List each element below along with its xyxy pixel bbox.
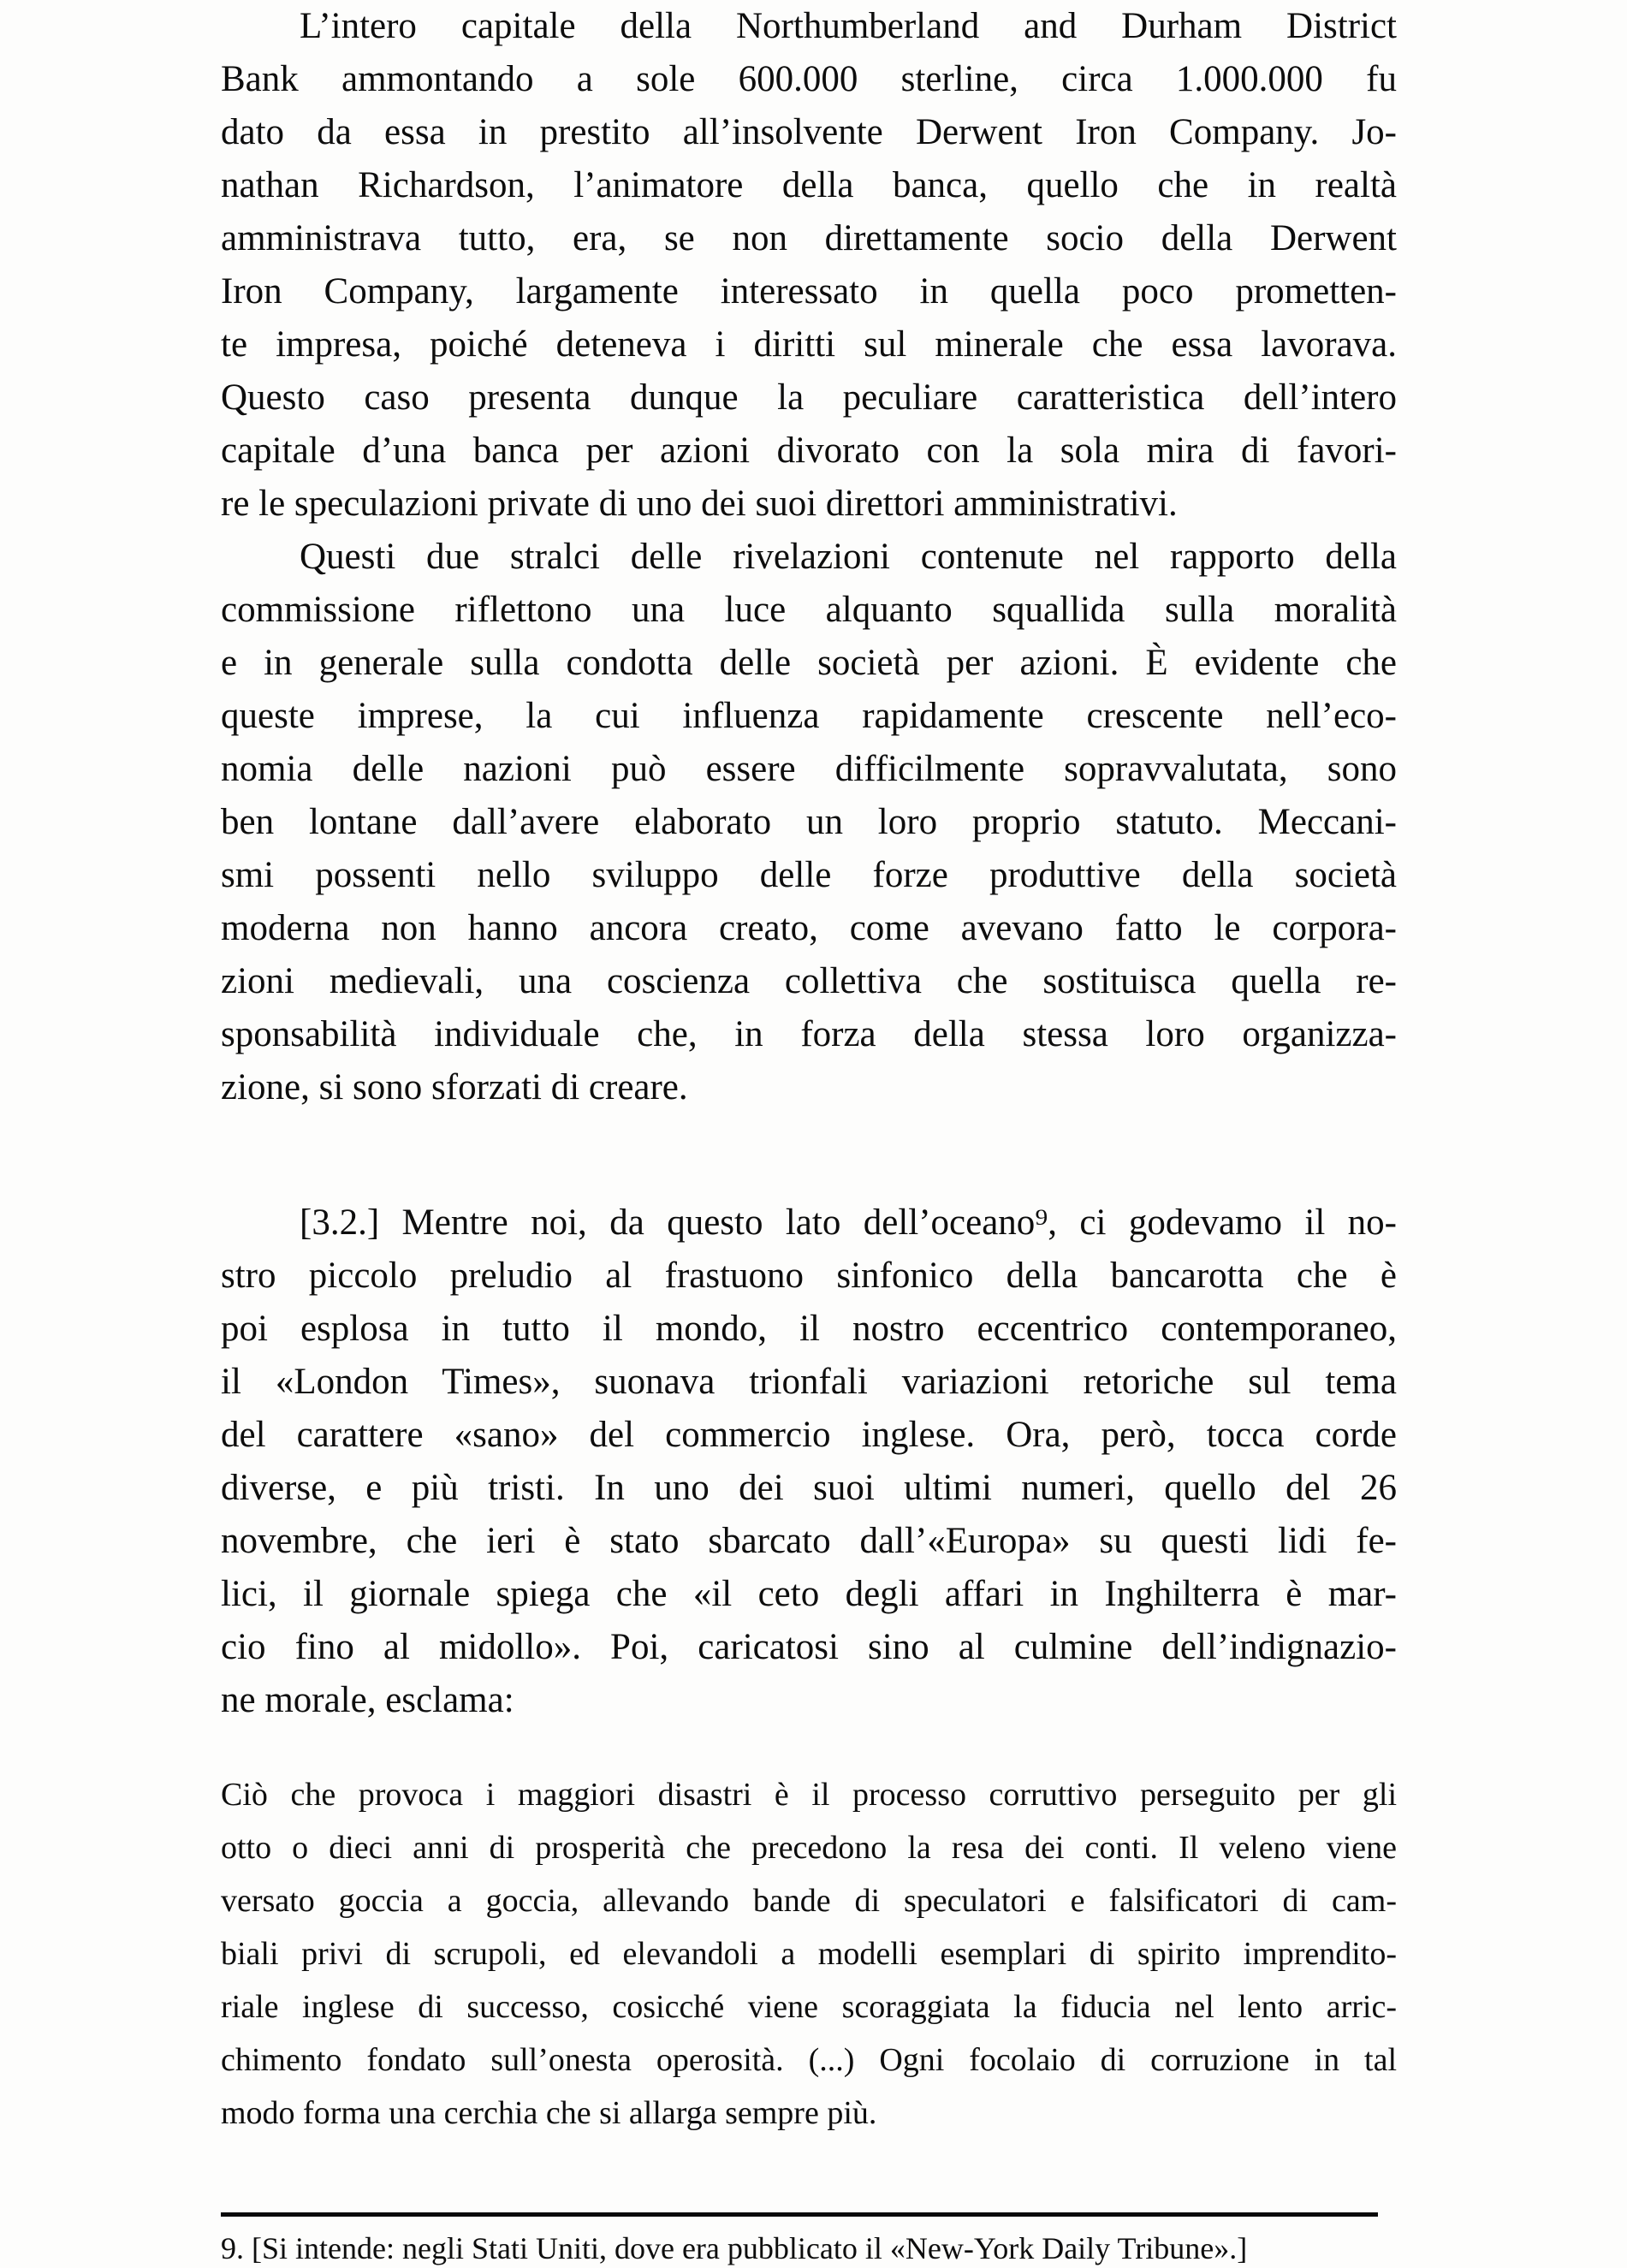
text-line: te impresa, poiché deteneva i diritti sul minerale che essa lavorava. bbox=[221, 324, 1397, 365]
text-line: amministrava tutto, era, se non direttamente socio della Derwent bbox=[221, 218, 1397, 258]
text-line: cio fino al midollo». Poi, caricatosi sino al culmine dell’indignazio- bbox=[221, 1627, 1397, 1667]
text-line: nathan Richardson, l’animatore della banca, quello che in realtà bbox=[221, 165, 1397, 205]
text-block bbox=[221, 0, 1397, 2140]
paragraph-para-bank bbox=[221, 0, 1397, 531]
text-line: chimento fondato sull’onesta operosità. (...) Ogni focolaio di corruzione in tal bbox=[221, 2042, 1397, 2078]
text-line: moderna non hanno ancora creato, come avevano fatto le corpora- bbox=[221, 908, 1397, 948]
text-line: novembre, che ieri è stato sbarcato dall’«Europa» su questi lidi fe- bbox=[221, 1521, 1397, 1561]
text-line: modo forma una cerchia che si allarga sempre più. bbox=[221, 2095, 877, 2131]
footnote: 9. [Si intende: negli Stati Uniti, dove era pubblicato il «New-York Daily Tribune».] bbox=[221, 2231, 1248, 2265]
paragraph-block-quote bbox=[221, 1768, 1397, 2140]
text-line: commissione riflettono una luce alquanto squallida sulla moralità bbox=[221, 590, 1397, 630]
text-line: versato goccia a goccia, allevando bande di speculatori e falsificatori di cam- bbox=[221, 1883, 1397, 1919]
text-line: ne morale, esclama: bbox=[221, 1680, 514, 1720]
text-line: otto o dieci anni di prosperità che precedono la resa dei conti. Il veleno viene bbox=[221, 1830, 1397, 1866]
text-line: re le speculazioni private di uno dei suoi direttori amministrativi. bbox=[221, 484, 1178, 524]
text-line: poi esplosa in tutto il mondo, il nostro eccentrico contemporaneo, bbox=[221, 1309, 1397, 1349]
text-line: Bank ammontando a sole 600.000 sterline, circa 1.000.000 fu bbox=[221, 59, 1397, 99]
footnote-rule bbox=[221, 2212, 1378, 2217]
text-line: Iron Company, largamente interessato in quella poco prometten- bbox=[221, 271, 1397, 312]
text-line: ben lontane dall’avere elaborato un loro proprio statuto. Meccani- bbox=[221, 802, 1397, 842]
text-line: stro piccolo preludio al frastuono sinfonico della bancarotta che è bbox=[221, 1256, 1397, 1296]
text-line: zioni medievali, una coscienza collettiva che sostituisca quella re- bbox=[221, 961, 1397, 1001]
text-line: Questo caso presenta dunque la peculiare caratteristica dell’intero bbox=[221, 377, 1397, 418]
text-line: Ciò che provoca i maggiori disastri è il processo corruttivo perseguito per gli bbox=[221, 1777, 1397, 1813]
text-line: Questi due stralci delle rivelazioni contenute nel rapporto della bbox=[300, 537, 1397, 577]
text-line: smi possenti nello sviluppo delle forze produttive della società bbox=[221, 855, 1397, 895]
paragraph-para-commissione bbox=[221, 531, 1397, 1114]
text-line: zione, si sono sforzati di creare. bbox=[221, 1067, 688, 1107]
text-line: queste imprese, la cui influenza rapidamente crescente nell’eco- bbox=[221, 696, 1397, 736]
text-line: del carattere «sano» del commercio inglese. Ora, però, tocca corde bbox=[221, 1415, 1397, 1455]
text-line: capitale d’una banca per azioni divorato con la sola mira di favori- bbox=[221, 430, 1397, 471]
text-line: dato da essa in prestito all’insolvente Derwent Iron Company. Jo- bbox=[221, 112, 1397, 152]
text-line: il «London Times», suonava trionfali variazioni retoriche sul tema bbox=[221, 1362, 1397, 1402]
text-line: lici, il giornale spiega che «il ceto degli affari in Inghilterra è mar- bbox=[221, 1574, 1397, 1614]
text-line: riale inglese di successo, cosicché viene scoraggiata la fiducia nel lento arric- bbox=[221, 1989, 1397, 2025]
text-line: [3.2.] Mentre noi, da questo lato dell’oceano⁹, ci godevamo il no- bbox=[300, 1202, 1397, 1243]
text-column bbox=[221, 0, 1397, 2268]
paragraph-para-3-2 bbox=[221, 1196, 1397, 1727]
text-line: nomia delle nazioni può essere difficilmente sopravvalutata, sono bbox=[221, 749, 1397, 789]
text-line: sponsabilità individuale che, in forza della stessa loro organizza- bbox=[221, 1014, 1397, 1054]
text-line: biali privi di scrupoli, ed elevandoli a modelli esemplari di spirito imprendito- bbox=[221, 1936, 1397, 1972]
text-line: diverse, e più tristi. In uno dei suoi ultimi numeri, quello del 26 bbox=[221, 1468, 1397, 1508]
text-line: e in generale sulla condotta delle società per azioni. È evidente che bbox=[221, 643, 1397, 683]
text-line: L’intero capitale della Northumberland and Durham District bbox=[300, 6, 1397, 46]
